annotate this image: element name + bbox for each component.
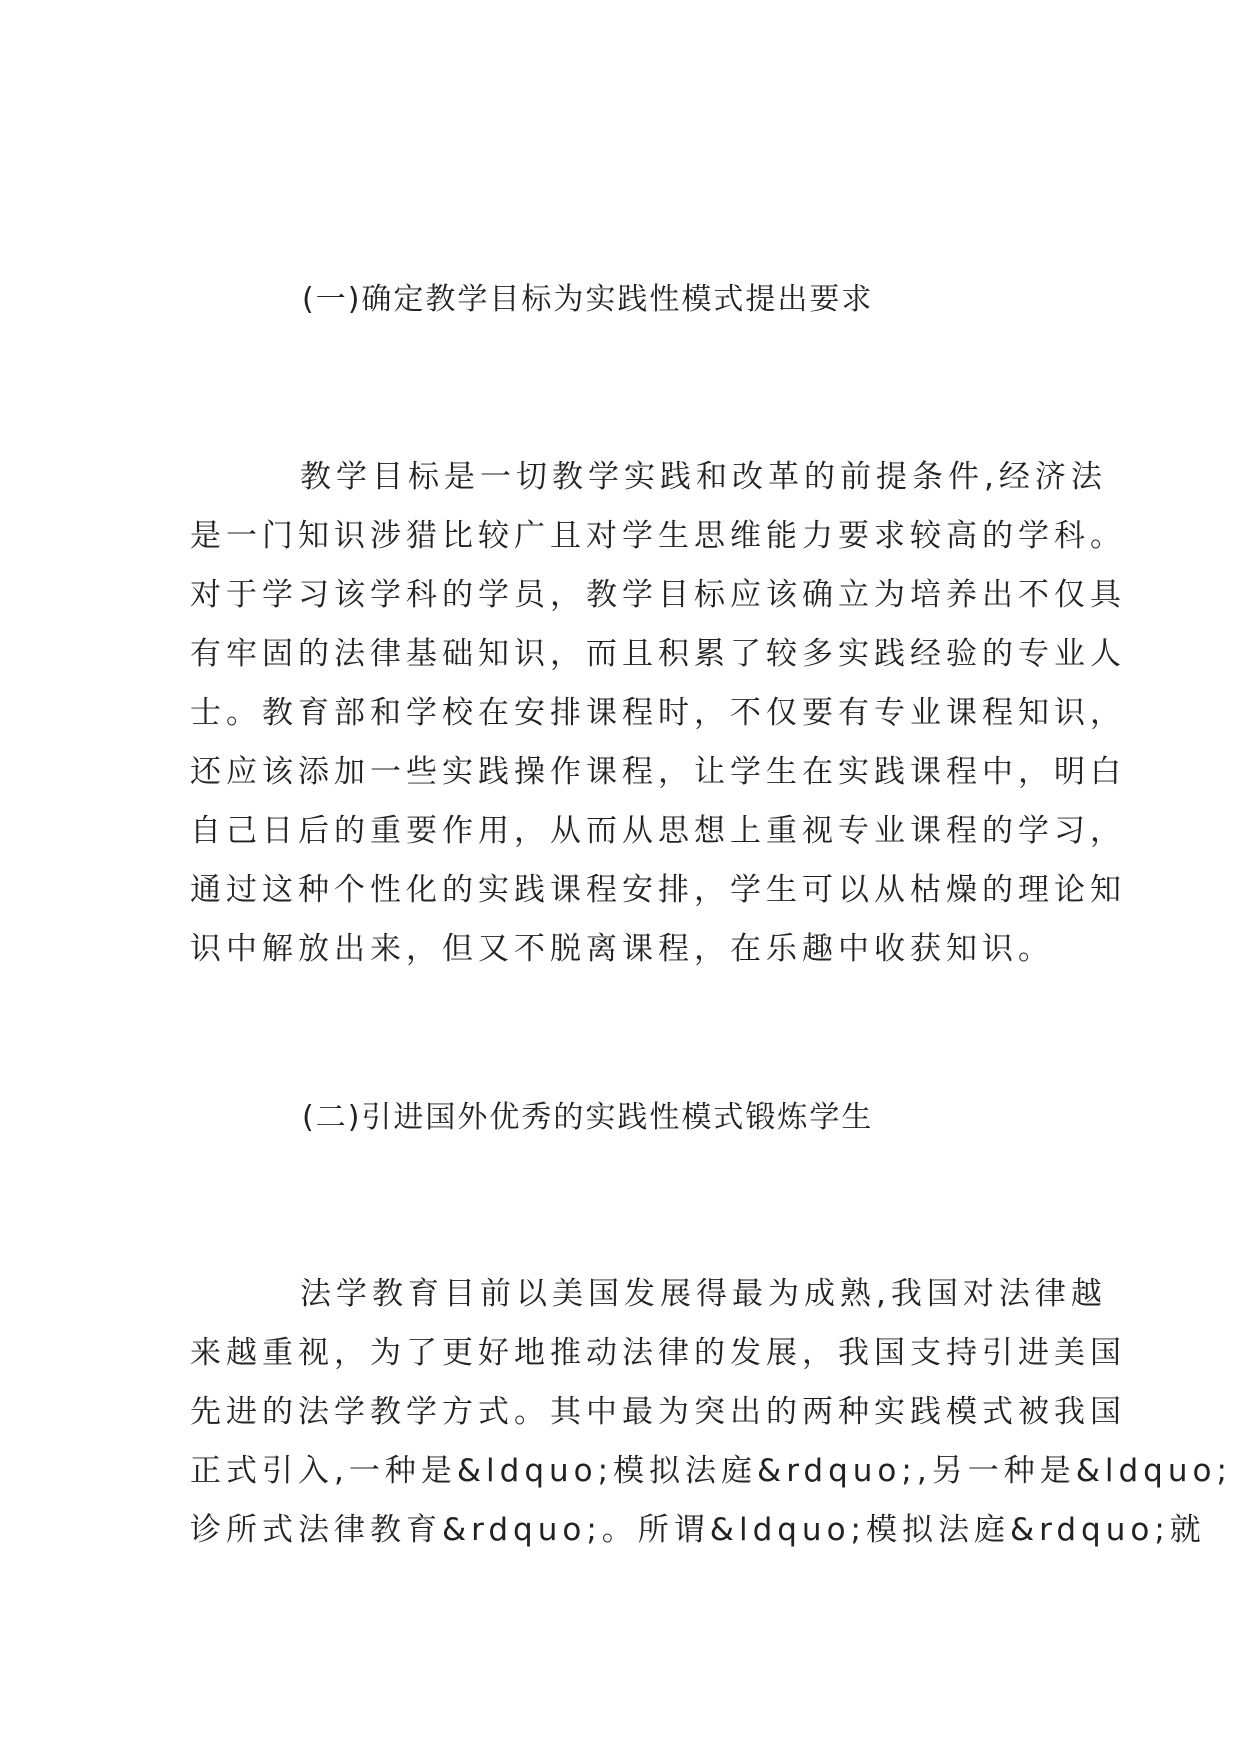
paragraph-line: 士。教育部和学校在安排课程时，不仅要有专业课程知识， (190, 695, 1126, 731)
paragraph-line: 教学目标是一切教学实践和改革的前提条件,经济法 (300, 459, 1107, 495)
paragraph-line: 对于学习该学科的学员，教学目标应该确立为培养出不仅具 (190, 577, 1126, 613)
paragraph-line: 先进的法学教学方式。其中最为突出的两种实践模式被我国 (190, 1394, 1126, 1430)
paragraph-line: 自己日后的重要作用，从而从思想上重视专业课程的学习， (190, 813, 1126, 849)
paragraph-line: 正式引入,一种是&ldquo;模拟法庭&rdquo;,另一种是&ldquo; (190, 1453, 1232, 1489)
paragraph-line: 有牢固的法律基础知识，而且积累了较多实践经验的专业人 (190, 636, 1126, 672)
section-paragraph-1 (190, 448, 1126, 979)
paragraph-line: 是一门知识涉猎比较广且对学生思维能力要求较高的学科。 (190, 518, 1126, 554)
section-heading-1: (一)确定教学目标为实践性模式提出要求 (302, 282, 874, 317)
paragraph-line: 识中解放出来，但又不脱离课程，在乐趣中收获知识。 (190, 931, 1054, 967)
section-heading-2: (二)引进国外优秀的实践性模式锻炼学生 (302, 1100, 874, 1135)
paragraph-line: 通过这种个性化的实践课程安排，学生可以从枯燥的理论知 (190, 872, 1126, 908)
section-paragraph-2 (190, 1265, 1232, 1560)
paragraph-line: 法学教育目前以美国发展得最为成熟,我国对法律越 (300, 1276, 1107, 1312)
paragraph-line: 诊所式法律教育&rdquo;。所谓&ldquo;模拟法庭&rdquo;就 (190, 1512, 1206, 1548)
paragraph-line: 来越重视，为了更好地推动法律的发展，我国支持引进美国 (190, 1335, 1126, 1371)
paragraph-line: 还应该添加一些实践操作课程，让学生在实践课程中，明白 (190, 754, 1126, 790)
